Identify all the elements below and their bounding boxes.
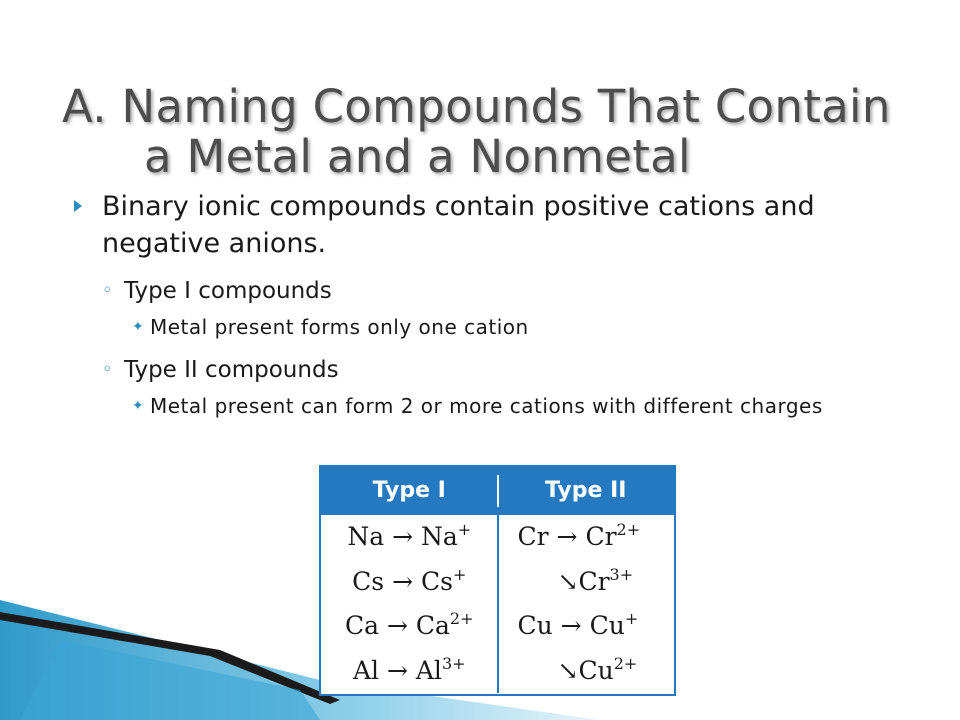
type1-heading: Type I compounds	[124, 278, 332, 304]
bullet-type2	[74, 355, 914, 385]
arrow-icon: →	[548, 522, 586, 551]
element-symbol: Al	[352, 655, 380, 685]
ion-charge: 3+	[441, 653, 466, 673]
type2-column	[498, 515, 675, 693]
circle-bullet-icon: ◦	[102, 280, 113, 301]
bullet-type1-detail	[74, 314, 914, 341]
bullet-main	[74, 188, 914, 262]
type1-row	[321, 604, 498, 649]
type1-detail-text: Metal present forms only one cation	[150, 315, 529, 339]
type2-row	[498, 649, 675, 694]
sparkle-bullet-icon: ✦	[132, 398, 145, 414]
bullet-type1	[74, 276, 914, 306]
ion-symbol: Ca	[415, 611, 450, 640]
arrow-icon: →	[379, 655, 416, 685]
bullet-type2-detail	[74, 393, 914, 420]
arrow-icon: →	[384, 566, 421, 596]
column-divider	[497, 515, 499, 693]
type1-row	[321, 560, 498, 605]
element-symbol: Ca	[344, 611, 380, 640]
ion-symbol: Na	[420, 522, 458, 551]
header-type-1: Type I	[372, 478, 446, 503]
arrow-icon: →	[384, 522, 421, 551]
slide-title	[62, 82, 952, 182]
ion-charge: 2+	[613, 653, 638, 673]
element-symbol: Cu	[517, 611, 553, 640]
ion-symbol: Al	[415, 655, 442, 685]
ion-charge: +	[624, 609, 639, 628]
ion-table	[319, 465, 676, 696]
ion-symbol: Cs	[420, 566, 453, 596]
ion-charge: 2+	[449, 609, 474, 628]
circle-bullet-icon: ◦	[102, 359, 113, 380]
ion-symbol: Cu	[589, 611, 625, 640]
arrow-icon: →	[379, 611, 416, 640]
table-header	[321, 467, 674, 515]
type1-row	[321, 649, 498, 694]
branch-arrow-icon: ↘	[557, 655, 579, 685]
element-symbol: Cr	[517, 522, 549, 551]
arrow-icon: →	[552, 611, 590, 640]
ion-charge: 3+	[609, 564, 634, 584]
type2-row	[498, 560, 675, 605]
title-line-1: A. Naming Compounds That Contain	[62, 80, 891, 133]
type2-row	[498, 604, 675, 649]
element-symbol: Cs	[352, 566, 385, 596]
table-body	[321, 515, 674, 693]
type2-detail-text: Metal present can form 2 or more cations with different charges	[150, 394, 823, 418]
bullet-list	[74, 188, 914, 420]
sparkle-bullet-icon: ✦	[132, 319, 145, 335]
ion-symbol: Cu	[578, 655, 614, 685]
type2-heading: Type II compounds	[124, 357, 339, 383]
triangle-bullet-icon	[74, 200, 82, 212]
ion-symbol: Cr	[585, 522, 617, 551]
branch-arrow-icon: ↘	[557, 566, 579, 596]
type1-column	[321, 515, 498, 693]
element-symbol: Na	[347, 522, 385, 551]
ion-charge: 2+	[616, 520, 641, 539]
ion-charge: +	[452, 564, 467, 584]
bullet-main-text: Binary ionic compounds contain positive cations and negative anions.	[102, 191, 815, 259]
ion-charge: +	[457, 520, 472, 539]
header-type-2: Type II	[545, 478, 627, 503]
ion-symbol: Cr	[578, 566, 610, 596]
title-line-2: a Metal and a Nonmetal	[144, 130, 691, 183]
header-divider	[497, 475, 499, 507]
type1-row	[321, 515, 498, 560]
type2-row	[498, 515, 675, 560]
